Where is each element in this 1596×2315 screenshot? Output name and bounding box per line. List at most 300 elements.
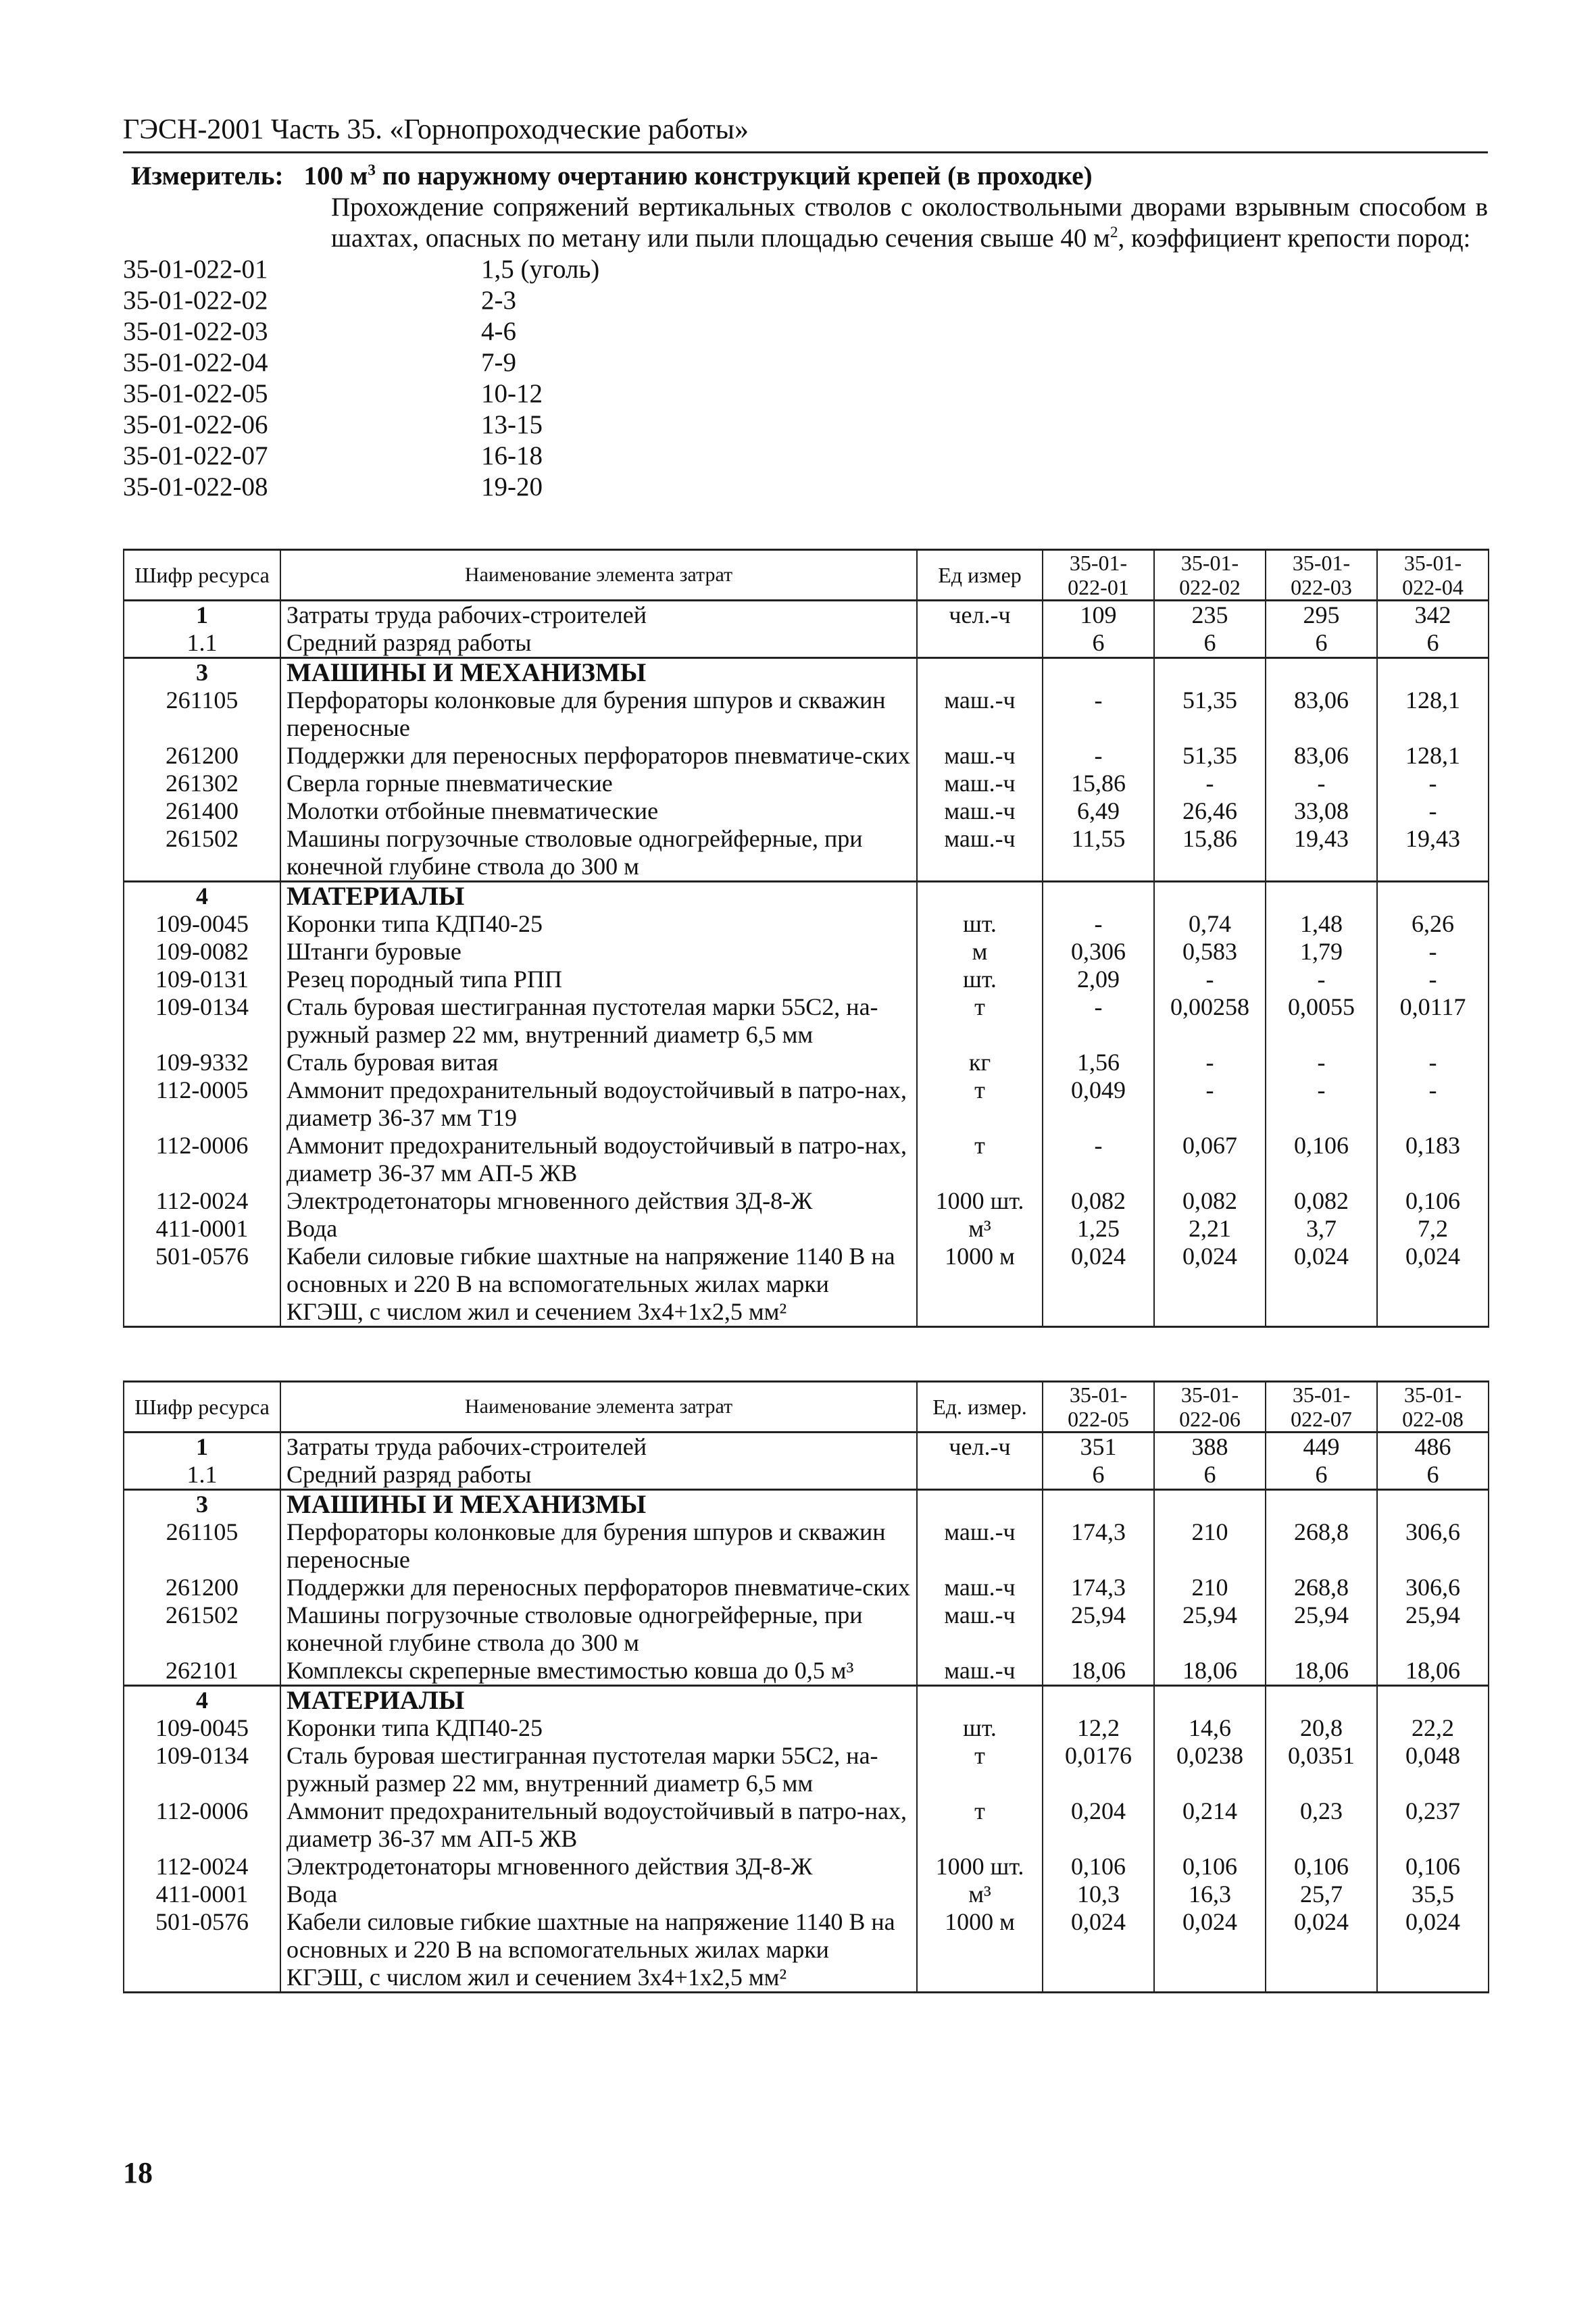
norm-value: 174,3	[1043, 1518, 1154, 1574]
header-cost-name: Наименование элемента затрат	[280, 1382, 917, 1433]
unit-cell: 1000 м	[917, 1908, 1043, 1993]
resource-code: 109-0131	[124, 966, 280, 993]
resource-code: 262101	[124, 1657, 280, 1686]
norm-value: 174,3	[1043, 1574, 1154, 1601]
norm-value: 128,1	[1377, 742, 1489, 770]
norm-value: 0,106	[1266, 1853, 1377, 1881]
table2-body	[124, 1433, 1489, 1993]
norm-value: 26,46	[1154, 797, 1266, 825]
cost-element-name: Сверла горные пневматические	[280, 770, 917, 797]
norm-value: 0,106	[1377, 1853, 1489, 1881]
norm-value: 2,09	[1043, 966, 1154, 993]
cost-element-name: Аммонит предохранительный водоустойчивый в патро-нах, диаметр 36-37 мм АП-5 ЖВ	[280, 1132, 917, 1187]
norm-value: 3,7	[1266, 1215, 1377, 1243]
norm-value: 486	[1377, 1433, 1489, 1462]
empty-cell	[1266, 882, 1377, 911]
resource-code: 261105	[124, 687, 280, 742]
norm-value: 0,024	[1043, 1908, 1154, 1993]
unit-cell: 1000 шт.	[917, 1853, 1043, 1881]
norm-value: 0,583	[1154, 938, 1266, 966]
resource-code: 109-0134	[124, 993, 280, 1049]
resource-code: 261502	[124, 1601, 280, 1657]
empty-cell	[917, 1490, 1043, 1519]
variant-row	[123, 378, 1488, 409]
norm-value: 306,6	[1377, 1518, 1489, 1574]
norm-value: 18,06	[1266, 1657, 1377, 1686]
norm-value: 6	[1154, 1461, 1266, 1490]
resource-code: 109-0082	[124, 938, 280, 966]
unit-cell: 1000 м	[917, 1243, 1043, 1327]
cost-element-name: Перфораторы колонковые для бурения шпуров и скважин переносные	[280, 687, 917, 742]
table-row	[124, 1742, 1489, 1797]
empty-cell	[1266, 1686, 1377, 1715]
norm-value: 0,0238	[1154, 1742, 1266, 1797]
resource-code: 112-0024	[124, 1187, 280, 1215]
header-norm-022-01: 35-01- 022-01	[1043, 550, 1154, 601]
norm-value: 83,06	[1266, 687, 1377, 742]
resource-code: 1.1	[124, 629, 280, 658]
resource-code: 261400	[124, 797, 280, 825]
variant-code: 35-01-022-07	[123, 441, 268, 470]
empty-cell	[1043, 658, 1154, 687]
norm-value: 449	[1266, 1433, 1377, 1462]
norm-value: 51,35	[1154, 687, 1266, 742]
unit-cell	[917, 1461, 1043, 1490]
empty-cell	[1266, 1490, 1377, 1519]
norm-value: 0,23	[1266, 1797, 1377, 1853]
table-row	[124, 1657, 1489, 1686]
variant-row	[123, 285, 1488, 316]
meter-value-sup: 3	[368, 161, 376, 179]
norm-value: 19,43	[1266, 825, 1377, 882]
norm-value: 16,3	[1154, 1881, 1266, 1908]
unit-cell: чел.-ч	[917, 1433, 1043, 1462]
norm-value: 22,2	[1377, 1714, 1489, 1742]
section-code: 4	[124, 1686, 280, 1715]
resource-code: 109-0045	[124, 910, 280, 938]
norm-value: 25,7	[1266, 1881, 1377, 1908]
cost-element-name: Затраты труда рабочих-строителей	[280, 1433, 917, 1462]
norm-value: 0,214	[1154, 1797, 1266, 1853]
cost-element-name: Комплексы скреперные вместимостью ковша до 0,5 м³	[280, 1657, 917, 1686]
norm-value: 0,024	[1377, 1243, 1489, 1327]
norm-value: 210	[1154, 1574, 1266, 1601]
cost-element-name: Поддержки для переносных перфораторов пневматиче-ских	[280, 742, 917, 770]
variant-value: 4-6	[481, 317, 516, 346]
variant-value: 16-18	[481, 441, 543, 470]
norm-value: 0,74	[1154, 910, 1266, 938]
norm-value: 25,94	[1043, 1601, 1154, 1657]
empty-cell	[1377, 882, 1489, 911]
cost-element-name: Коронки типа КДП40-25	[280, 1714, 917, 1742]
table-row	[124, 1433, 1489, 1462]
norm-value: -	[1154, 1049, 1266, 1076]
header-unit: Ед. измер.	[917, 1382, 1043, 1433]
meter-value-rest: по наружному очертанию конструкций крепей (в проходке)	[375, 161, 1093, 191]
table-row	[124, 910, 1489, 938]
norm-value: -	[1043, 993, 1154, 1049]
meter-line	[123, 161, 1488, 192]
resource-code: 261105	[124, 1518, 280, 1574]
norm-value: 1,25	[1043, 1215, 1154, 1243]
norm-value: 25,94	[1154, 1601, 1266, 1657]
description-part1: Прохождение сопряжений вертикальных стволов с околоствольными дворами взрывным способом в шахтах, опасных по метану или пыли площадью сечения свыше 40 м	[331, 193, 1488, 253]
section-row	[124, 1490, 1489, 1519]
unit-cell: чел.-ч	[917, 601, 1043, 630]
unit-cell: маш.-ч	[917, 1518, 1043, 1574]
norm-value: 268,8	[1266, 1574, 1377, 1601]
table-row	[124, 629, 1489, 658]
table-row	[124, 742, 1489, 770]
norm-value: 6	[1266, 1461, 1377, 1490]
cost-element-name: Сталь буровая шестигранная пустотелая марки 55С2, на-ружный размер 22 мм, внутренний диаметр 6,5 мм	[280, 993, 917, 1049]
norm-value: 19,43	[1377, 825, 1489, 882]
norm-value: 35,5	[1377, 1881, 1489, 1908]
norm-value: 0,0351	[1266, 1742, 1377, 1797]
empty-cell	[917, 658, 1043, 687]
cost-element-name: Средний разряд работы	[280, 629, 917, 658]
norm-value: 0,0117	[1377, 993, 1489, 1049]
norm-value: 14,6	[1154, 1714, 1266, 1742]
norm-value: 210	[1154, 1518, 1266, 1574]
variant-value: 10-12	[481, 379, 543, 408]
table-row	[124, 1797, 1489, 1853]
resource-code: 261200	[124, 1574, 280, 1601]
table-row	[124, 1853, 1489, 1881]
unit-cell: маш.-ч	[917, 1574, 1043, 1601]
table-row	[124, 1243, 1489, 1327]
section-title: МАТЕРИАЛЫ	[280, 882, 917, 911]
table-row	[124, 825, 1489, 882]
resource-code: 261302	[124, 770, 280, 797]
resource-code: 411-0001	[124, 1881, 280, 1908]
norm-value: 25,94	[1266, 1601, 1377, 1657]
empty-cell	[1154, 658, 1266, 687]
section-row	[124, 1686, 1489, 1715]
unit-cell: маш.-ч	[917, 687, 1043, 742]
norm-value: 306,6	[1377, 1574, 1489, 1601]
empty-cell	[917, 882, 1043, 911]
norm-value: -	[1377, 966, 1489, 993]
cost-element-name: Перфораторы колонковые для бурения шпуров и скважин переносные	[280, 1518, 917, 1574]
resource-code: 109-9332	[124, 1049, 280, 1076]
variant-value: 13-15	[481, 410, 543, 439]
norm-value: 15,86	[1154, 825, 1266, 882]
meter-label: Измеритель:	[131, 161, 284, 191]
unit-cell: т	[917, 1742, 1043, 1797]
description-sup: 2	[1109, 224, 1118, 241]
resource-code: 501-0576	[124, 1243, 280, 1327]
norm-value: 342	[1377, 601, 1489, 630]
norm-value: 10,3	[1043, 1881, 1154, 1908]
norm-value: 18,06	[1043, 1657, 1154, 1686]
header-resource-code: Шифр ресурса	[124, 550, 280, 601]
norm-value: 11,55	[1043, 825, 1154, 882]
unit-cell: маш.-ч	[917, 770, 1043, 797]
variant-code: 35-01-022-01	[123, 255, 268, 284]
norm-value: 1,79	[1266, 938, 1377, 966]
header-norm-022-03: 35-01- 022-03	[1266, 550, 1377, 601]
norm-value: 12,2	[1043, 1714, 1154, 1742]
unit-cell: 1000 шт.	[917, 1187, 1043, 1215]
table-row	[124, 1076, 1489, 1132]
table-row	[124, 797, 1489, 825]
norm-value: 0,024	[1154, 1243, 1266, 1327]
work-description	[331, 192, 1488, 254]
norm-value: -	[1043, 910, 1154, 938]
cost-element-name: Электродетонаторы мгновенного действия ЗД-8-Ж	[280, 1187, 917, 1215]
cost-element-name: Аммонит предохранительный водоустойчивый в патро-нах, диаметр 36-37 мм Т19	[280, 1076, 917, 1132]
unit-cell: т	[917, 993, 1043, 1049]
resource-code: 109-0045	[124, 1714, 280, 1742]
table-row	[124, 1714, 1489, 1742]
cost-element-name: Аммонит предохранительный водоустойчивый в патро-нах, диаметр 36-37 мм АП-5 ЖВ	[280, 1797, 917, 1853]
variant-row	[123, 316, 1488, 347]
variant-row	[123, 254, 1488, 285]
resource-code: 411-0001	[124, 1215, 280, 1243]
cost-element-name: Средний разряд работы	[280, 1461, 917, 1490]
table-row	[124, 770, 1489, 797]
norm-value: 0,00258	[1154, 993, 1266, 1049]
unit-cell: м	[917, 938, 1043, 966]
unit-cell: м³	[917, 1215, 1043, 1243]
section-row	[124, 882, 1489, 911]
norm-value: 15,86	[1043, 770, 1154, 797]
norm-value: 388	[1154, 1433, 1266, 1462]
table-row	[124, 938, 1489, 966]
norm-value: 6	[1377, 629, 1489, 658]
norm-value: 0,082	[1266, 1187, 1377, 1215]
empty-cell	[1043, 1686, 1154, 1715]
resource-code: 112-0024	[124, 1853, 280, 1881]
norm-value: 351	[1043, 1433, 1154, 1462]
norm-value: 6,49	[1043, 797, 1154, 825]
unit-cell: шт.	[917, 966, 1043, 993]
table-row	[124, 1574, 1489, 1601]
resource-code: 112-0006	[124, 1132, 280, 1187]
variant-row	[123, 441, 1488, 472]
norm-value: -	[1266, 1076, 1377, 1132]
norm-value: 128,1	[1377, 687, 1489, 742]
unit-cell: шт.	[917, 910, 1043, 938]
table-row	[124, 1908, 1489, 1993]
section-code: 3	[124, 658, 280, 687]
unit-cell: шт.	[917, 1714, 1043, 1742]
resource-code: 261502	[124, 825, 280, 882]
unit-cell: т	[917, 1797, 1043, 1853]
variant-row	[123, 409, 1488, 441]
norm-value: 6	[1266, 629, 1377, 658]
norm-table-1	[123, 549, 1489, 1328]
norm-value: 0,237	[1377, 1797, 1489, 1853]
norm-value: 0,106	[1154, 1853, 1266, 1881]
norm-value: -	[1043, 1132, 1154, 1187]
norm-value: 109	[1043, 601, 1154, 630]
table-row	[124, 1215, 1489, 1243]
unit-cell	[917, 629, 1043, 658]
norm-value: 295	[1266, 601, 1377, 630]
norm-value: 0,204	[1043, 1797, 1154, 1853]
table-row	[124, 687, 1489, 742]
cost-element-name: Кабели силовые гибкие шахтные на напряжение 1140 В на основных и 220 В на вспомогательных жилах марки КГЭШ, с числом жил и сечением 3х4+1х2,5 мм²	[280, 1243, 917, 1327]
table-row	[124, 1049, 1489, 1076]
norm-value: 0,106	[1043, 1853, 1154, 1881]
cost-element-name: Молотки отбойные пневматические	[280, 797, 917, 825]
table-row	[124, 1518, 1489, 1574]
cost-element-name: Машины погрузочные стволовые одногрейферные, при конечной глубине ствола до 300 м	[280, 825, 917, 882]
cost-element-name: Сталь буровая шестигранная пустотелая марки 55С2, на-ружный размер 22 мм, внутренний диаметр 6,5 мм	[280, 1742, 917, 1797]
description-part2: , коэффициент крепости пород:	[1118, 224, 1471, 253]
variant-code: 35-01-022-03	[123, 317, 268, 346]
norm-value: 1,56	[1043, 1049, 1154, 1076]
norm-table-2	[123, 1380, 1489, 1993]
header-norm-022-06: 35-01- 022-06	[1154, 1382, 1266, 1433]
table-row	[124, 1187, 1489, 1215]
resource-code: 112-0005	[124, 1076, 280, 1132]
cost-element-name: Кабели силовые гибкие шахтные на напряжение 1140 В на основных и 220 В на вспомогательных жилах марки КГЭШ, с числом жил и сечением 3х4+1х2,5 мм²	[280, 1908, 917, 1993]
norm-value: -	[1154, 770, 1266, 797]
header-norm-022-02: 35-01- 022-02	[1154, 550, 1266, 601]
table1-body	[124, 601, 1489, 1327]
resource-code: 112-0006	[124, 1797, 280, 1853]
header-title: ГЭСН-2001 Часть 35. «Горнопроходческие работы»	[123, 114, 749, 145]
norm-value: -	[1377, 770, 1489, 797]
table-row	[124, 1461, 1489, 1490]
page-number: 18	[123, 2156, 153, 2189]
header-norm-022-04: 35-01- 022-04	[1377, 550, 1489, 601]
cost-element-name: Электродетонаторы мгновенного действия ЗД-8-Ж	[280, 1853, 917, 1881]
unit-cell: т	[917, 1132, 1043, 1187]
norm-value: 0,049	[1043, 1076, 1154, 1132]
header-norm-022-08: 35-01- 022-08	[1377, 1382, 1489, 1433]
norm-value: 25,94	[1377, 1601, 1489, 1657]
empty-cell	[1266, 658, 1377, 687]
norm-value: 51,35	[1154, 742, 1266, 770]
norm-value: 235	[1154, 601, 1266, 630]
norm-value: 18,06	[1377, 1657, 1489, 1686]
norm-value: 0,183	[1377, 1132, 1489, 1187]
norm-value: 6	[1043, 1461, 1154, 1490]
table-row	[124, 1132, 1489, 1187]
norm-value: 6	[1154, 629, 1266, 658]
norm-value: 7,2	[1377, 1215, 1489, 1243]
norm-value: -	[1266, 1049, 1377, 1076]
norm-value: 0,048	[1377, 1742, 1489, 1797]
cost-element-name: Штанги буровые	[280, 938, 917, 966]
cost-element-name: Сталь буровая витая	[280, 1049, 917, 1076]
variant-code: 35-01-022-06	[123, 410, 268, 439]
norm-value: -	[1377, 1049, 1489, 1076]
norm-value: -	[1377, 1076, 1489, 1132]
empty-cell	[1154, 1490, 1266, 1519]
norm-value: 0,0176	[1043, 1742, 1154, 1797]
empty-cell	[1043, 1490, 1154, 1519]
variant-value: 7-9	[481, 348, 516, 377]
norm-value: 0,024	[1154, 1908, 1266, 1993]
header-norm-022-05: 35-01- 022-05	[1043, 1382, 1154, 1433]
variant-code: 35-01-022-02	[123, 286, 268, 315]
norm-value: -	[1154, 1076, 1266, 1132]
norm-value: 0,024	[1043, 1243, 1154, 1327]
section-code: 4	[124, 882, 280, 911]
norm-value: 0,082	[1154, 1187, 1266, 1215]
cost-element-name: Затраты труда рабочих-строителей	[280, 601, 917, 630]
cost-element-name: Коронки типа КДП40-25	[280, 910, 917, 938]
header-cost-name: Наименование элемента затрат	[280, 550, 917, 601]
unit-cell: маш.-ч	[917, 1657, 1043, 1686]
page-header	[123, 114, 1488, 153]
empty-cell	[1154, 1686, 1266, 1715]
resource-code: 109-0134	[124, 1742, 280, 1797]
norm-value: -	[1154, 966, 1266, 993]
cost-element-name: Поддержки для переносных перфораторов пневматиче-ских	[280, 1574, 917, 1601]
cost-element-name: Резец породный типа РПП	[280, 966, 917, 993]
header-norm-022-07: 35-01- 022-07	[1266, 1382, 1377, 1433]
unit-cell: т	[917, 1076, 1043, 1132]
variant-value: 19-20	[481, 472, 543, 501]
empty-cell	[1377, 1686, 1489, 1715]
norm-value: 18,06	[1154, 1657, 1266, 1686]
unit-cell: кг	[917, 1049, 1043, 1076]
variant-code: 35-01-022-05	[123, 379, 268, 408]
table-row	[124, 993, 1489, 1049]
norm-value: 2,21	[1154, 1215, 1266, 1243]
section-row	[124, 658, 1489, 687]
resource-code: 261200	[124, 742, 280, 770]
norm-value: 0,106	[1266, 1132, 1377, 1187]
unit-cell: маш.-ч	[917, 1601, 1043, 1657]
norm-value: 0,067	[1154, 1132, 1266, 1187]
unit-cell: м³	[917, 1881, 1043, 1908]
table-row	[124, 966, 1489, 993]
norm-value: 6	[1043, 629, 1154, 658]
section-title: МАШИНЫ И МЕХАНИЗМЫ	[280, 658, 917, 687]
variant-value: 1,5 (уголь)	[481, 255, 600, 284]
norm-value: 33,08	[1266, 797, 1377, 825]
header-resource-code: Шифр ресурса	[124, 1382, 280, 1433]
norm-value: -	[1043, 687, 1154, 742]
resource-code: 1	[124, 601, 280, 630]
table-row	[124, 1881, 1489, 1908]
variant-code: 35-01-022-04	[123, 348, 268, 377]
norm-value: 6,26	[1377, 910, 1489, 938]
variant-code: 35-01-022-08	[123, 472, 268, 501]
table-row	[124, 1601, 1489, 1657]
meter-value: 100 м	[303, 161, 368, 191]
empty-cell	[917, 1686, 1043, 1715]
unit-cell: маш.-ч	[917, 797, 1043, 825]
norm-value: 0,024	[1377, 1908, 1489, 1993]
variant-row	[123, 347, 1488, 378]
empty-cell	[1377, 658, 1489, 687]
empty-cell	[1043, 882, 1154, 911]
cost-element-name: Машины погрузочные стволовые одногрейферные, при конечной глубине ствола до 300 м	[280, 1601, 917, 1657]
norm-value: 0,0055	[1266, 993, 1377, 1049]
resource-code: 1	[124, 1433, 280, 1462]
norm-value: -	[1377, 938, 1489, 966]
norm-value: 0,306	[1043, 938, 1154, 966]
norm-value: -	[1377, 797, 1489, 825]
norm-value: 268,8	[1266, 1518, 1377, 1574]
variant-list	[123, 254, 1488, 503]
norm-value: 1,48	[1266, 910, 1377, 938]
norm-value: -	[1266, 770, 1377, 797]
section-code: 3	[124, 1490, 280, 1519]
empty-cell	[1377, 1490, 1489, 1519]
variant-value: 2-3	[481, 286, 516, 315]
section-title: МАТЕРИАЛЫ	[280, 1686, 917, 1715]
norm-value: 0,106	[1377, 1187, 1489, 1215]
